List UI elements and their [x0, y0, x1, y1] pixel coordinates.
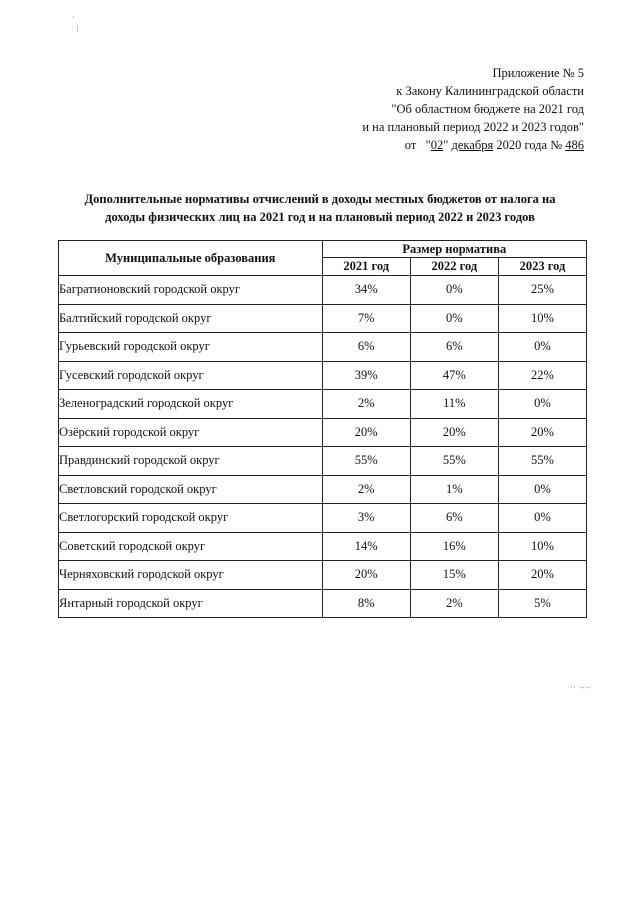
- value-2023: 20%: [498, 561, 586, 590]
- municipality-name: Янтарный городской округ: [59, 589, 323, 618]
- table-row: [59, 561, 587, 590]
- date-prefix: от ": [404, 138, 431, 152]
- date-month: декабря: [451, 138, 494, 152]
- value-2022: 0%: [410, 304, 498, 333]
- date-sep: ": [443, 138, 452, 152]
- value-2022: 11%: [410, 390, 498, 419]
- table-row: [59, 589, 587, 618]
- municipality-name: Черняховский городской округ: [59, 561, 323, 590]
- table-row: [59, 447, 587, 476]
- value-2022: 20%: [410, 418, 498, 447]
- appendix-law: к Закону Калининградской области: [396, 84, 584, 98]
- table-row: [59, 333, 587, 362]
- value-2023: 0%: [498, 390, 586, 419]
- value-2022: 6%: [410, 504, 498, 533]
- value-2022: 47%: [410, 361, 498, 390]
- value-2023: 0%: [498, 504, 586, 533]
- value-2021: 20%: [322, 561, 410, 590]
- appendix-header: [362, 64, 584, 154]
- value-2021: 20%: [322, 418, 410, 447]
- value-2022: 55%: [410, 447, 498, 476]
- table-header-row: [59, 241, 587, 258]
- value-2022: 6%: [410, 333, 498, 362]
- municipality-name: Багратионовский городской округ: [59, 276, 323, 305]
- appendix-law-period: и на плановый период 2022 и 2023 годов": [362, 120, 584, 134]
- municipality-name: Советский городской округ: [59, 532, 323, 561]
- appendix-law-title: "Об областном бюджете на 2021 год: [391, 102, 584, 116]
- date-day: 02: [430, 138, 444, 152]
- value-2021: 14%: [322, 532, 410, 561]
- value-2023: 0%: [498, 475, 586, 504]
- value-2022: 15%: [410, 561, 498, 590]
- value-2022: 16%: [410, 532, 498, 561]
- value-2023: 25%: [498, 276, 586, 305]
- table-row: [59, 475, 587, 504]
- value-2021: 6%: [322, 333, 410, 362]
- table-row: [59, 361, 587, 390]
- column-header-2021: 2021 год: [322, 258, 410, 276]
- value-2023: 5%: [498, 589, 586, 618]
- appendix-date-line: [362, 136, 584, 154]
- value-2023: 0%: [498, 333, 586, 362]
- title-line-2: доходы физических лиц на 2021 год и на плановый период 2022 и 2023 годов: [105, 210, 535, 224]
- column-header-2023: 2023 год: [498, 258, 586, 276]
- value-2023: 55%: [498, 447, 586, 476]
- municipality-name: Зеленоградский городской округ: [59, 390, 323, 419]
- title-line-1: Дополнительные нормативы отчислений в доходы местных бюджетов от налога на: [84, 192, 556, 206]
- value-2021: 2%: [322, 390, 410, 419]
- value-2021: 7%: [322, 304, 410, 333]
- value-2021: 8%: [322, 589, 410, 618]
- scan-speck: ·: [72, 12, 75, 22]
- value-2023: 10%: [498, 532, 586, 561]
- value-2023: 22%: [498, 361, 586, 390]
- norms-table: [58, 240, 587, 618]
- value-2022: 0%: [410, 276, 498, 305]
- appendix-number: Приложение № 5: [492, 66, 584, 80]
- municipality-name: Гусевский городской округ: [59, 361, 323, 390]
- column-header-municipality: Муниципальные образования: [59, 241, 323, 276]
- value-2021: 34%: [322, 276, 410, 305]
- municipality-name: Озёрский городской округ: [59, 418, 323, 447]
- municipality-name: Гурьевский городской округ: [59, 333, 323, 362]
- value-2021: 2%: [322, 475, 410, 504]
- column-header-2022: 2022 год: [410, 258, 498, 276]
- municipality-name: Светлогорский городской округ: [59, 504, 323, 533]
- value-2021: 39%: [322, 361, 410, 390]
- column-header-group: Размер норматива: [322, 241, 586, 258]
- table-row: [59, 504, 587, 533]
- value-2022: 1%: [410, 475, 498, 504]
- table-row: [59, 276, 587, 305]
- scan-speck: ⁝: [76, 24, 79, 34]
- municipality-name: Правдинский городской округ: [59, 447, 323, 476]
- municipality-name: Светловский городской округ: [59, 475, 323, 504]
- value-2023: 20%: [498, 418, 586, 447]
- document-title: [40, 190, 600, 226]
- table-row: [59, 532, 587, 561]
- municipality-name: Балтийский городской округ: [59, 304, 323, 333]
- law-number: 486: [565, 138, 584, 152]
- table-row: [59, 418, 587, 447]
- value-2023: 10%: [498, 304, 586, 333]
- value-2022: 2%: [410, 589, 498, 618]
- scan-speck: ·· ·‐·‐: [570, 682, 591, 692]
- table-row: [59, 304, 587, 333]
- date-year: 2020 года №: [493, 138, 566, 152]
- table-row: [59, 390, 587, 419]
- value-2021: 55%: [322, 447, 410, 476]
- value-2021: 3%: [322, 504, 410, 533]
